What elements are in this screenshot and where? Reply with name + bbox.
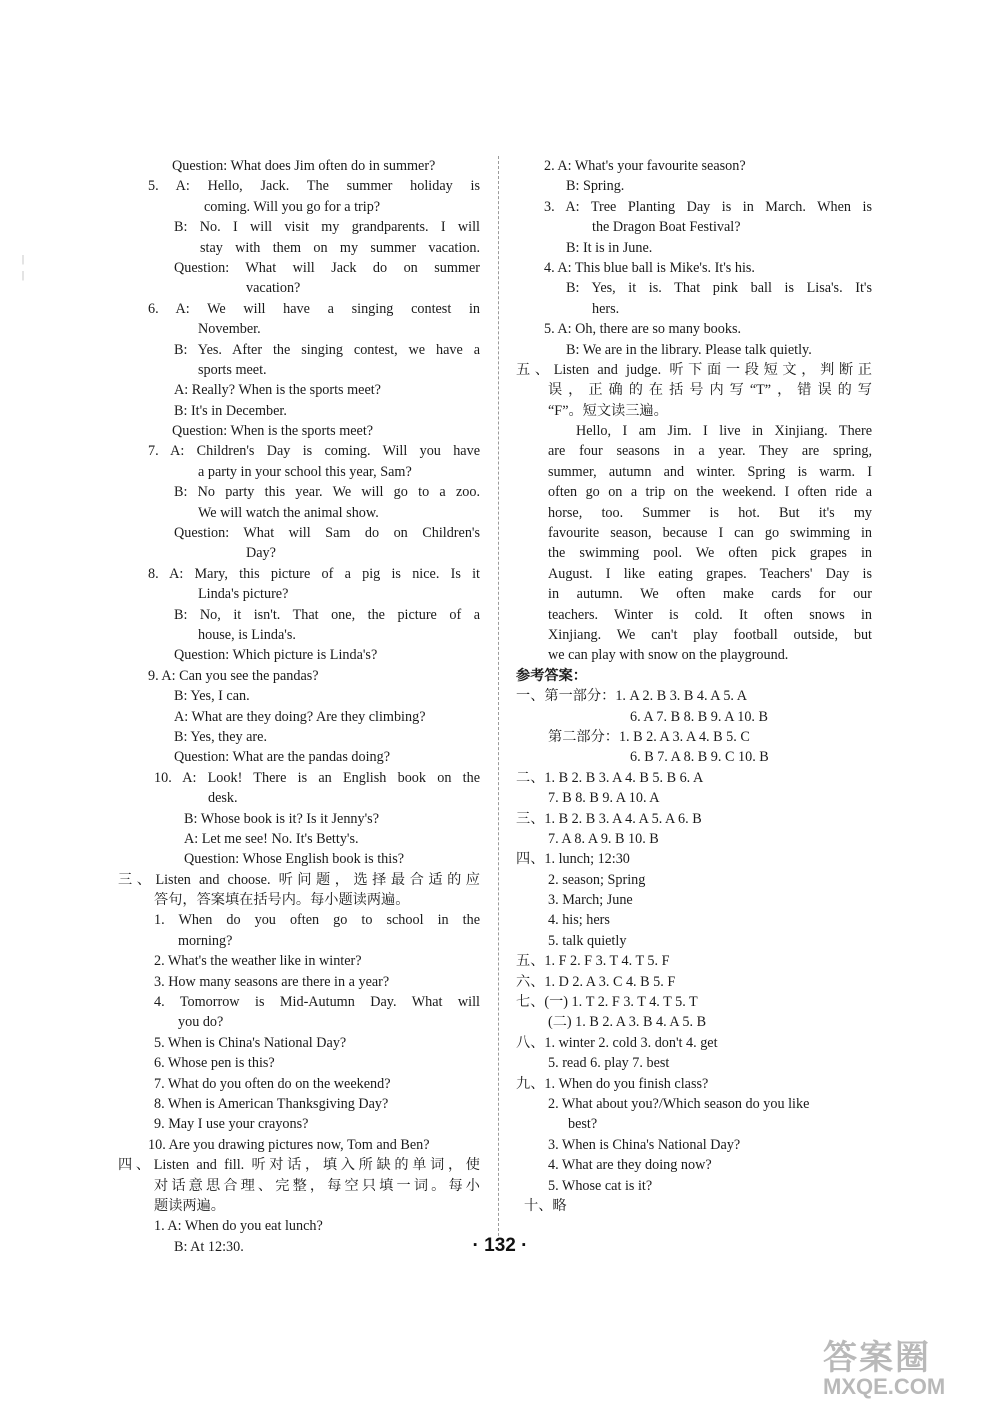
text-line: 2. What's the weather like in winter? bbox=[154, 953, 362, 970]
text-line: 八、1. winter 2. cold 3. don't 4. get bbox=[516, 1034, 718, 1051]
text-line: 3. How many seasons are there in a year? bbox=[154, 973, 390, 990]
text-line: Question: What are the pandas doing? bbox=[174, 749, 391, 766]
text-line: 四、1. lunch; 12:30 bbox=[516, 851, 630, 868]
text-line: 3. When is China's National Day? bbox=[548, 1136, 741, 1153]
text-line: 2. season; Spring bbox=[548, 871, 646, 888]
text-line: 8. When is American Thanksgiving Day? bbox=[154, 1095, 389, 1112]
text-line: favourite season, because I can go swimming in bbox=[548, 525, 872, 542]
text-line: A: What are they doing? Are they climbing? bbox=[174, 708, 426, 725]
text-line: you do? bbox=[178, 1014, 224, 1031]
text-line: B: At 12:30. bbox=[174, 1238, 244, 1255]
text-line: B: Yes. After the singing contest, we have a bbox=[174, 341, 480, 358]
text-line: A: Really? When is the sports meet? bbox=[174, 382, 381, 399]
text-line: 参考答案： bbox=[516, 667, 587, 684]
text-line: a party in your school this year, Sam? bbox=[198, 463, 412, 480]
text-line: 4. A: This blue ball is Mike's. It's his. bbox=[544, 259, 755, 276]
text-line: Hello, I am Jim. I live in Xinjiang. There bbox=[576, 423, 872, 440]
text-line: We will watch the animal show. bbox=[198, 504, 379, 521]
text-line: 六、1. D 2. A 3. C 4. B 5. F bbox=[516, 973, 676, 990]
text-line: 9. A: Can you see the pandas? bbox=[148, 667, 319, 684]
text-line: are four seasons in a year. They are spring, bbox=[548, 443, 872, 460]
text-line: Question: Whose English book is this? bbox=[184, 851, 405, 868]
text-line: 7. A: Children's Day is coming. Will you have bbox=[148, 443, 480, 460]
text-line: 3. A: Tree Planting Day is in March. When is bbox=[544, 198, 872, 215]
text-line: 一、第一部分：1. A 2. B 3. B 4. A 5. A bbox=[516, 688, 747, 705]
text-line: desk. bbox=[208, 790, 238, 807]
text-line: 6. A 7. B 8. B 9. A 10. B bbox=[630, 708, 768, 725]
text-line: B: Whose book is it? Is it Jenny's? bbox=[184, 810, 379, 827]
text-line: 1. When do you often go to school in the bbox=[154, 912, 480, 929]
text-line: hers. bbox=[592, 300, 620, 317]
text-line: 三、Listen and choose. 听问题，选择最合适的应 bbox=[118, 871, 480, 888]
text-line: 5. talk quietly bbox=[548, 932, 627, 949]
text-line: Question: When is the sports meet? bbox=[172, 423, 374, 440]
left-column bbox=[118, 156, 480, 1257]
text-line: 6. B 7. A 8. B 9. C 10. B bbox=[630, 749, 769, 766]
text-line: B: Spring. bbox=[566, 178, 625, 195]
watermark-logo: 答案圈 bbox=[823, 1339, 931, 1377]
text-line: 对话意思合理、完整，每空只填一词。每小 bbox=[154, 1177, 480, 1194]
text-line: teachers. Winter is cold. It often snows in bbox=[548, 606, 872, 623]
text-line: “F”。短文读三遍。 bbox=[548, 402, 668, 419]
text-line: B: No party this year. We will go to a zoo. bbox=[174, 484, 480, 501]
text-line: in autumn. We often make cards for our bbox=[548, 586, 872, 603]
text-line: B: No. I will visit my grandparents. I will bbox=[174, 219, 480, 236]
text-line: B: It is in June. bbox=[566, 239, 653, 256]
text-line: 9. May I use your crayons? bbox=[154, 1116, 309, 1133]
text-line: (二) 1. B 2. A 3. B 4. A 5. B bbox=[548, 1014, 707, 1031]
text-line: 4. What are they doing now? bbox=[548, 1157, 712, 1174]
column-divider bbox=[498, 156, 499, 1251]
text-line: often go on a trip on the weekend. I often ride a bbox=[548, 484, 872, 501]
text-line: 九、1. When do you finish class? bbox=[516, 1075, 709, 1092]
text-line: Question: Which picture is Linda's? bbox=[174, 647, 378, 664]
margin-mark: | bbox=[22, 254, 25, 265]
text-line: 5. When is China's National Day? bbox=[154, 1034, 347, 1051]
text-line: summer, autumn and winter. Spring is warm. I bbox=[548, 463, 872, 480]
text-line: 1. A: When do you eat lunch? bbox=[154, 1218, 323, 1235]
text-line: B: Yes, it is. That pink ball is Lisa's. It's bbox=[566, 280, 872, 297]
text-line: B: No, it isn't. That one, the picture of a bbox=[174, 606, 480, 623]
text-line: 题读两遍。 bbox=[154, 1197, 225, 1214]
text-line: 8. A: Mary, this picture of a pig is nice. Is it bbox=[148, 565, 480, 582]
text-line: vacation? bbox=[246, 280, 301, 297]
text-line: Question: What will Sam do on Children's bbox=[174, 525, 480, 542]
text-line: 7. What do you often do on the weekend? bbox=[154, 1075, 391, 1092]
text-line: B: It's in December. bbox=[174, 402, 287, 419]
page-number: · 132 · bbox=[472, 1235, 528, 1256]
watermark bbox=[823, 1340, 983, 1400]
text-line: 七、(一) 1. T 2. F 3. T 4. T 5. T bbox=[516, 994, 698, 1011]
text-line: 7. A 8. A 9. B 10. B bbox=[548, 830, 659, 847]
text-line: August. I like eating grapes. Teachers' Day is bbox=[548, 565, 872, 582]
text-line: horse, too. Summer is hot. But it's my bbox=[548, 504, 872, 521]
text-line: 2. What about you?/Which season do you like bbox=[548, 1095, 810, 1112]
text-line: the Dragon Boat Festival? bbox=[592, 219, 741, 236]
text-line: stay with them on my summer vacation. bbox=[200, 239, 480, 256]
text-line: 4. his; hers bbox=[548, 912, 610, 929]
text-line: 5. A: Oh, there are so many books. bbox=[544, 321, 742, 338]
text-line: 6. Whose pen is this? bbox=[154, 1055, 275, 1072]
text-line: 四、Listen and fill. 听对话，填入所缺的单词，使 bbox=[118, 1157, 480, 1174]
text-line: Day? bbox=[246, 545, 276, 562]
text-line: 5. Whose cat is it? bbox=[548, 1177, 653, 1194]
text-line: 第二部分：1. B 2. A 3. A 4. B 5. C bbox=[548, 728, 750, 745]
margin-marks bbox=[22, 252, 24, 284]
text-line: 6. A: We will have a singing contest in bbox=[148, 300, 480, 317]
text-line: house, is Linda's. bbox=[198, 626, 296, 643]
text-line: 三、1. B 2. B 3. A 4. A 5. A 6. B bbox=[516, 810, 702, 827]
text-line: 十、略 bbox=[524, 1197, 567, 1214]
text-line: 10. Are you drawing pictures now, Tom and Ben? bbox=[148, 1136, 430, 1153]
text-line: 误，正确的在括号内写“T”，错误的写 bbox=[548, 382, 872, 399]
margin-mark: | bbox=[22, 270, 25, 281]
text-line: November. bbox=[198, 321, 261, 338]
text-line: Question: What will Jack do on summer bbox=[174, 259, 480, 276]
text-line: 二、1. B 2. B 3. A 4. B 5. B 6. A bbox=[516, 769, 704, 786]
watermark-site: MXQE.COM bbox=[823, 1374, 946, 1399]
right-column bbox=[516, 156, 872, 1216]
text-line: 5. read 6. play 7. best bbox=[548, 1055, 670, 1072]
text-line: 3. March; June bbox=[548, 892, 633, 909]
text-line: B: Yes, I can. bbox=[174, 688, 250, 705]
text-line: 答句，答案填在括号内。每小题读两遍。 bbox=[154, 892, 410, 909]
text-line: Xinjiang. We can't play football outside, but bbox=[548, 626, 872, 643]
text-line: A: Let me see! No. It's Betty's. bbox=[184, 830, 359, 847]
text-line: 2. A: What's your favourite season? bbox=[544, 158, 746, 174]
text-line: Question: What does Jim often do in summer? bbox=[172, 158, 436, 174]
text-line: 4. Tomorrow is Mid-Autumn Day. What will bbox=[154, 994, 480, 1011]
text-line: 五、1. F 2. F 3. T 4. T 5. F bbox=[516, 953, 670, 970]
text-line: morning? bbox=[178, 932, 233, 949]
text-line: 五、Listen and judge. 听下面一段短文，判断正 bbox=[516, 361, 872, 378]
text-line: coming. Will you go for a trip? bbox=[204, 198, 381, 215]
text-line: B: Yes, they are. bbox=[174, 728, 267, 745]
text-line: 5. A: Hello, Jack. The summer holiday is bbox=[148, 178, 480, 195]
text-line: 10. A: Look! There is an English book on the bbox=[154, 769, 480, 786]
text-line: we can play with snow on the playground. bbox=[548, 647, 789, 664]
text-line: B: We are in the library. Please talk quietly. bbox=[566, 341, 812, 358]
text-line: the swimming pool. We often pick grapes in bbox=[548, 545, 872, 562]
text-line: Linda's picture? bbox=[198, 586, 289, 603]
text-line: best? bbox=[568, 1116, 598, 1133]
text-line: 7. B 8. B 9. A 10. A bbox=[548, 790, 660, 807]
text-line: sports meet. bbox=[198, 361, 267, 378]
